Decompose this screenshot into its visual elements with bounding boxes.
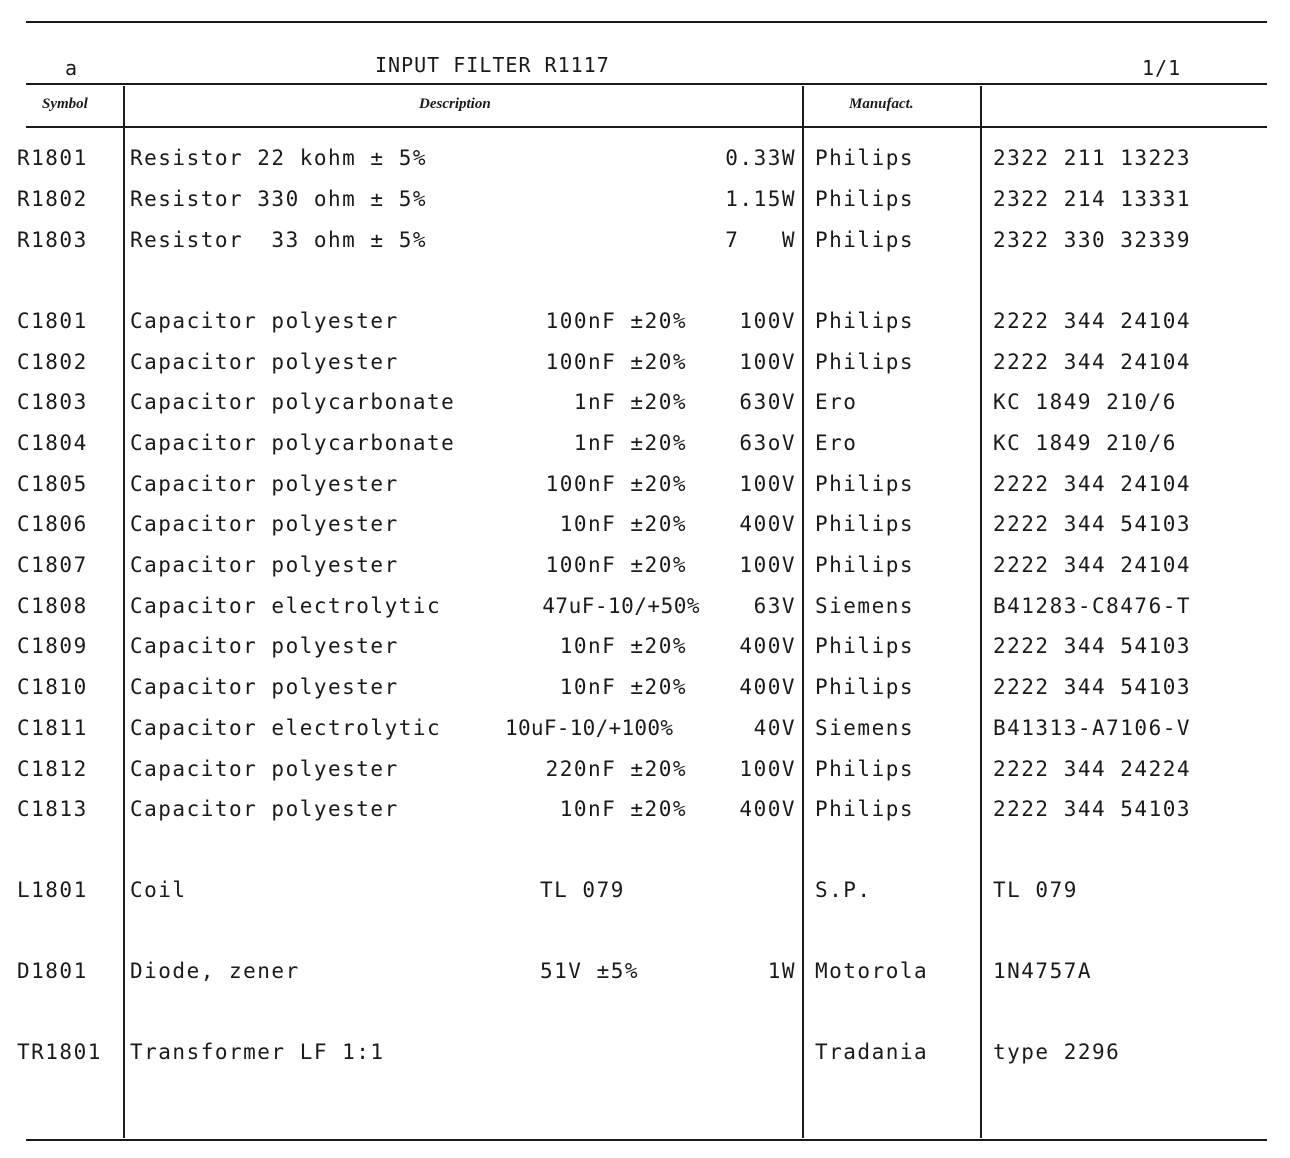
part-value: 10nF ±20% <box>559 512 687 536</box>
part-rating: 400V <box>739 797 796 821</box>
part-symbol: R1802 <box>17 187 88 211</box>
part-value: 100nF ±20% <box>545 350 687 374</box>
header-rule <box>26 83 1267 85</box>
part-manufacturer: Philips <box>815 187 915 211</box>
part-manufacturer: Philips <box>815 228 915 252</box>
table-row <box>0 187 1290 217</box>
part-value: 51V ±5% <box>540 959 640 983</box>
part-value: 100nF ±20% <box>545 553 687 577</box>
table-row <box>0 390 1290 420</box>
column-header-manufacturer: Manufact. <box>849 96 914 112</box>
part-code: 2222 344 54103 <box>993 797 1192 821</box>
column-header-rule <box>26 126 1267 128</box>
part-rating: 40V <box>753 716 796 740</box>
part-rating: 400V <box>739 634 796 658</box>
part-symbol: C1801 <box>17 309 88 333</box>
part-code: KC 1849 210/6 <box>993 390 1177 414</box>
part-description: Diode, zener <box>130 959 300 983</box>
part-code: 2322 211 13223 <box>993 146 1192 170</box>
table-row <box>0 146 1290 176</box>
part-symbol: C1805 <box>17 472 88 496</box>
table-row <box>0 228 1290 258</box>
part-code: 2322 330 32339 <box>993 228 1192 252</box>
part-rating: 100V <box>739 472 796 496</box>
part-symbol: C1807 <box>17 553 88 577</box>
table-row <box>0 472 1290 502</box>
part-code: 2222 344 24104 <box>993 472 1192 496</box>
part-description: Capacitor polycarbonate <box>130 431 456 455</box>
part-symbol: C1811 <box>17 716 88 740</box>
part-code: 2222 344 24104 <box>993 553 1192 577</box>
table-row <box>0 512 1290 542</box>
part-symbol: R1803 <box>17 228 88 252</box>
part-symbol: C1803 <box>17 390 88 414</box>
part-description: Capacitor electrolytic <box>130 594 442 618</box>
column-header-symbol: Symbol <box>42 96 88 112</box>
part-symbol: R1801 <box>17 146 88 170</box>
part-rating: 100V <box>739 350 796 374</box>
top-rule <box>26 21 1267 23</box>
part-symbol: C1802 <box>17 350 88 374</box>
part-description: Transformer LF 1:1 <box>130 1040 385 1064</box>
part-rating: 400V <box>739 512 796 536</box>
part-description: Capacitor polyester <box>130 309 399 333</box>
part-description: Resistor 330 ohm ± 5% <box>130 187 428 211</box>
part-description: Capacitor polyester <box>130 797 399 821</box>
part-description: Capacitor electrolytic <box>130 716 442 740</box>
part-description: Capacitor polyester <box>130 675 399 699</box>
part-symbol: C1812 <box>17 757 88 781</box>
part-description: Coil <box>130 878 187 902</box>
part-code: 2222 344 54103 <box>993 675 1192 699</box>
part-value: 1nF ±20% <box>573 431 687 455</box>
part-value: 10nF ±20% <box>559 634 687 658</box>
part-value: 47uF-10/+50% <box>542 594 700 618</box>
part-manufacturer: Tradania <box>815 1040 929 1064</box>
table-row <box>0 553 1290 583</box>
part-description: Resistor 22 kohm ± 5% <box>130 146 428 170</box>
part-symbol: L1801 <box>17 878 88 902</box>
part-rating: 1.15W <box>725 187 796 211</box>
part-code: 2222 344 24224 <box>993 757 1192 781</box>
part-value: 1nF ±20% <box>573 390 687 414</box>
part-rating: 100V <box>739 309 796 333</box>
part-value: TL 079 <box>540 878 625 902</box>
part-value: 10nF ±20% <box>559 797 687 821</box>
part-code: KC 1849 210/6 <box>993 431 1177 455</box>
part-symbol: C1810 <box>17 675 88 699</box>
part-manufacturer: S.P. <box>815 878 872 902</box>
part-rating: 400V <box>739 675 796 699</box>
page-corner-label: a <box>65 56 79 80</box>
part-manufacturer: Philips <box>815 634 915 658</box>
part-rating: 100V <box>739 553 796 577</box>
part-rating: 63V <box>753 594 796 618</box>
part-manufacturer: Siemens <box>815 594 915 618</box>
part-description: Capacitor polycarbonate <box>130 390 456 414</box>
part-description: Capacitor polyester <box>130 472 399 496</box>
part-manufacturer: Ero <box>815 390 858 414</box>
part-value: 10nF ±20% <box>559 675 687 699</box>
part-rating: 100V <box>739 757 796 781</box>
part-description: Capacitor polyester <box>130 634 399 658</box>
part-manufacturer: Motorola <box>815 959 929 983</box>
part-manufacturer: Philips <box>815 553 915 577</box>
part-value: 100nF ±20% <box>545 309 687 333</box>
part-code: TL 079 <box>993 878 1078 902</box>
part-value: 100nF ±20% <box>545 472 687 496</box>
table-row <box>0 309 1290 339</box>
part-manufacturer: Philips <box>815 146 915 170</box>
part-manufacturer: Philips <box>815 350 915 374</box>
part-manufacturer: Philips <box>815 309 915 333</box>
part-value: 220nF ±20% <box>545 757 687 781</box>
table-row <box>0 959 1290 989</box>
part-symbol: C1808 <box>17 594 88 618</box>
table-row <box>0 594 1290 624</box>
column-header-description: Description <box>419 96 491 112</box>
part-code: 2222 344 54103 <box>993 512 1192 536</box>
part-description: Capacitor polyester <box>130 553 399 577</box>
part-code: B41313-A7106-V <box>993 716 1192 740</box>
bottom-rule <box>26 1139 1267 1141</box>
table-row <box>0 797 1290 827</box>
table-row <box>0 878 1290 908</box>
part-description: Capacitor polyester <box>130 757 399 781</box>
part-description: Resistor 33 ohm ± 5% <box>130 228 428 252</box>
table-row <box>0 1040 1290 1070</box>
table-row <box>0 431 1290 461</box>
part-code: type 2296 <box>993 1040 1121 1064</box>
part-description: Capacitor polyester <box>130 350 399 374</box>
part-code: 2222 344 24104 <box>993 309 1192 333</box>
part-manufacturer: Siemens <box>815 716 915 740</box>
part-code: 2222 344 54103 <box>993 634 1192 658</box>
table-row <box>0 757 1290 787</box>
part-value: 10uF-10/+100% <box>505 716 674 740</box>
part-symbol: C1813 <box>17 797 88 821</box>
table-row <box>0 675 1290 705</box>
table-row <box>0 716 1290 746</box>
part-manufacturer: Philips <box>815 757 915 781</box>
part-manufacturer: Ero <box>815 431 858 455</box>
part-code: 2322 214 13331 <box>993 187 1192 211</box>
part-code: 1N4757A <box>993 959 1093 983</box>
table-row <box>0 634 1290 664</box>
part-rating: 7 W <box>725 228 796 252</box>
part-code: B41283-C8476-T <box>993 594 1192 618</box>
part-rating: 630V <box>739 390 796 414</box>
page-title: INPUT FILTER R1117 <box>375 53 610 77</box>
part-manufacturer: Philips <box>815 675 915 699</box>
part-rating: 63oV <box>739 431 796 455</box>
part-manufacturer: Philips <box>815 512 915 536</box>
page-number: 1/1 <box>1142 56 1182 80</box>
part-symbol: D1801 <box>17 959 88 983</box>
part-rating: 0.33W <box>725 146 796 170</box>
part-description: Capacitor polyester <box>130 512 399 536</box>
part-symbol: TR1801 <box>17 1040 102 1064</box>
part-manufacturer: Philips <box>815 797 915 821</box>
part-symbol: C1806 <box>17 512 88 536</box>
part-manufacturer: Philips <box>815 472 915 496</box>
table-row <box>0 350 1290 380</box>
part-code: 2222 344 24104 <box>993 350 1192 374</box>
part-rating: 1W <box>767 959 796 983</box>
part-symbol: C1804 <box>17 431 88 455</box>
part-symbol: C1809 <box>17 634 88 658</box>
